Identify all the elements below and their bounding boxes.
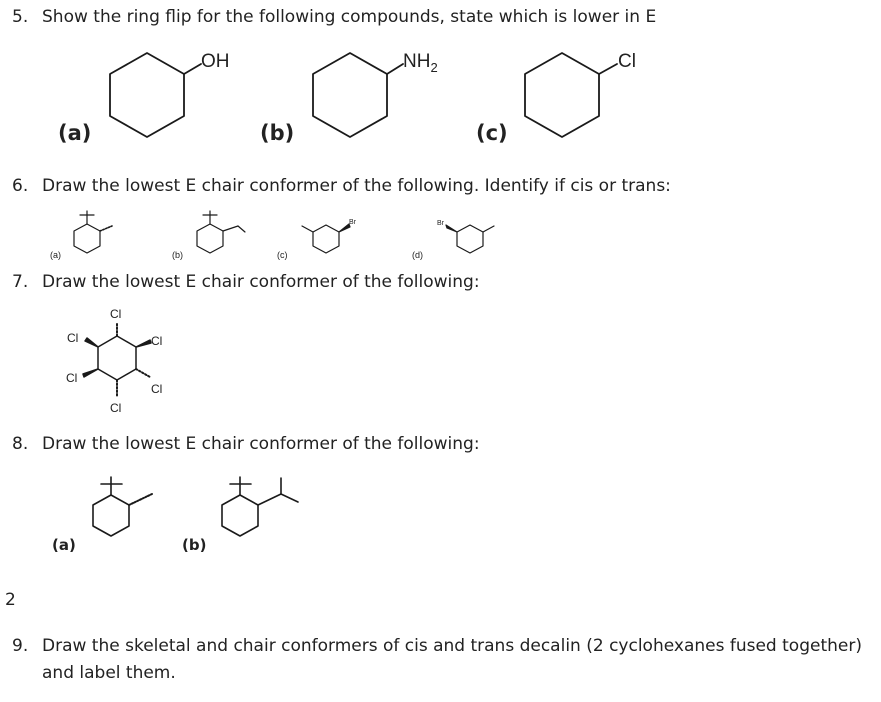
q6d-br-label: Br <box>437 220 444 227</box>
q7-hexachlorocyclohexane-structure <box>83 322 151 396</box>
q5a-cyclohexanol-structure <box>110 53 201 137</box>
question-number: 5. <box>12 7 29 27</box>
q5-cl-label: Cl <box>618 51 636 72</box>
page-number: 2 <box>5 590 16 610</box>
q5-oh-label: OH <box>201 51 230 72</box>
q5c-chlorocyclohexane-structure <box>525 53 617 137</box>
q7-cl-bottom: Cl <box>110 401 122 415</box>
question-number: 9. <box>12 636 29 656</box>
q6a-structure <box>74 211 112 253</box>
q5-label-b: (b) <box>260 121 295 145</box>
question-number: 7. <box>12 272 29 292</box>
question-text: Draw the lowest E chair conformer of the following: <box>42 272 480 292</box>
q5b-cyclohexylamine-structure <box>313 53 403 137</box>
q6-label-b: (b) <box>172 250 183 260</box>
q6b-structure <box>197 211 245 253</box>
q5-label-a: (a) <box>58 121 92 145</box>
q7-cl-top: Cl <box>110 307 122 321</box>
q8-label-b: (b) <box>182 536 207 554</box>
subscript-2: 2 <box>430 60 438 75</box>
q8-label-a: (a) <box>52 536 76 554</box>
question-number: 8. <box>12 434 29 454</box>
q7-cl-upper-right: Cl <box>151 334 163 348</box>
nh-text: NH <box>403 51 431 72</box>
question-text: Draw the lowest E chair conformer of the following: <box>42 434 480 454</box>
q8b-structure <box>222 477 298 536</box>
q7-cl-lower-right: Cl <box>151 382 163 396</box>
question-number: 6. <box>12 176 29 196</box>
question-text: Draw the lowest E chair conformer of the following. Identify if cis or trans: <box>42 176 671 196</box>
q6c-br-label: Br <box>349 219 356 226</box>
question-text: Show the ring flip for the following compounds, state which is lower in E <box>42 7 657 27</box>
q5-nh2-label <box>403 51 438 75</box>
q5-label-c: (c) <box>476 121 508 145</box>
q7-cl-lower-left: Cl <box>66 371 78 385</box>
q6-label-c: (c) <box>277 250 288 260</box>
question-9-continuation: and label them. <box>42 663 176 683</box>
q6-label-d: (d) <box>412 250 423 260</box>
question-text: Draw the skeletal and chair conformers of cis and trans decalin (2 cyclohexanes fused together) <box>42 636 862 656</box>
q6-label-a: (a) <box>50 250 61 260</box>
q7-cl-upper-left: Cl <box>67 331 79 345</box>
q6c-structure <box>302 224 350 253</box>
q6d-structure <box>446 225 494 253</box>
q8a-structure <box>93 477 152 536</box>
